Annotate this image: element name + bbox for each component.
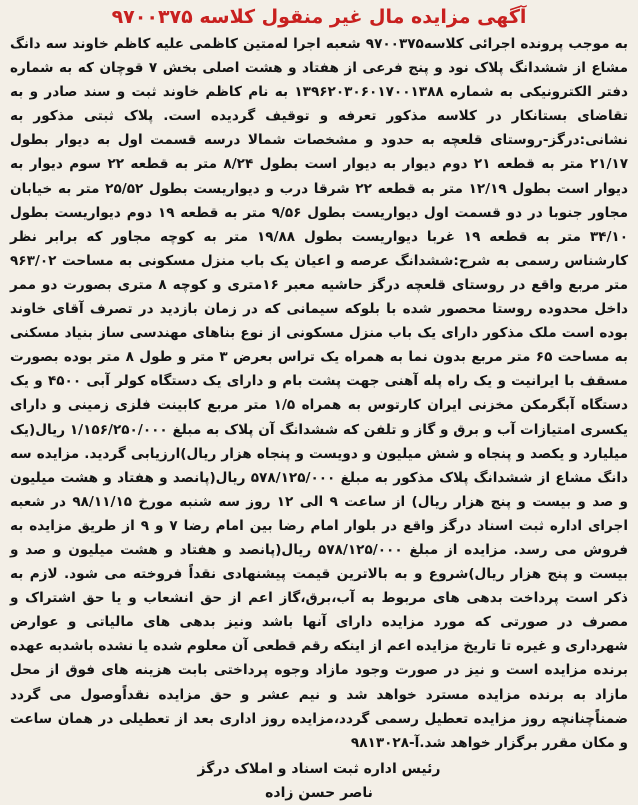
signature-block (10, 757, 628, 805)
signatory-role: رئیس اداره ثبت اسناد و املاک درگز (197, 760, 441, 777)
notice-body: به موجب پرونده اجرائی کلاسه۹۷۰۰۳۷۵ شعبه اجرا له‌متین کاظمی علیه کاظم خاوند سه دانگ مشاع از ششدانگ پلاک نود و پنج فرعی از هفتاد و هشت اصلی بخش ۷ قوچان که به شماره دفتر الکترونیکی به شماره ۱۳۹۶۲۰۳۰۶۰۱۷۰۰۱۳۸۸ به نام کاظم خاوند ثبت و سند صادر و به تقاضای بستانکار در کلاسه مذکور تعرفه و توقیف گردیده است. پلاک ثبتی مذکور به نشانی:درگز-روستای قلعچه به حدود و مشخصات شمالا درسه قسمت اول به دیوار بطول ۲۱/۱۷ متر به قطعه ۲۱ دوم دیوار به دیوار است بطول ۸/۲۴ متر به قطعه ۲۲ سوم دیوار به دیوار است بطول ۱۲/۱۹ متر به قطعه ۲۲ شرقا درب و دیواریست بطول ۲۵/۵۲ متر به خیابان مجاور جنوبا در دو قسمت اول دیواریست بطول ۹/۵۶ متر به قطعه ۱۹ دوم دیواریست بطول ۳۴/۱۰ متر به قطعه ۱۹ غربا دیواریست بطول ۱۹/۸۸ متر به کوچه مجاور که برابر نظر کارشناس رسمی به شرح:ششدانگ عرصه و اعیان یک باب منزل مسکونی به مساحت ۹۶۳/۰۲ متر مربع واقع در روستای قلعچه درگز حاشیه معبر ۱۶متری و کوچه ۸ متری بصورت دو ممر داخل محدوده روستا محصور شده با بلوکه سیمانی که در زمان بازدید در تصرف آقای خاوند بوده است ملک مذکور دارای یک باب منزل مسکونی از نوع بناهای مهندسی ساز بنیاد مسکنی به مساحت ۶۵ متر مربع بدون نما به همراه یک تراس بعرض ۳ متر و طول ۸ متر بوده بصورت مسقف با ایرانیت و یک راه پله آهنی جهت پشت بام و دارای یک دستگاه کولر آبی ۴۵۰۰ و یک دستگاه آبگرمکن مخزنی ایران کارتوس به همراه ۱/۵ متر مربع کابینت فلزی زمینی و دارای یکسری امتیازات آب و برق و گاز و تلفن که ششدانگ آن پلاک به مبلغ ۱/۱۵۶/۲۵۰/۰۰۰ ریال(یک میلیارد و یکصد و پنجاه و شش میلیون و دویست و پنجاه هزار ریال)ارزیابی گردید. مزایده سه دانگ مشاع از ششدانگ پلاک مذکور به مبلغ ۵۷۸/۱۲۵/۰۰۰ ریال(پانصد و هفتاد و هشت میلیون و صد و بیست و پنج هزار ریال) از ساعت ۹ الی ۱۲ روز سه شنبه مورخ ۹۸/۱۱/۱۵ در شعبه اجرای اداره ثبت اسناد درگز واقع در بلوار امام رضا بین امام رضا ۷ و ۹ از طریق مزایده به فروش می رسد. مزایده از مبلغ ۵۷۸/۱۲۵/۰۰۰ ریال(پانصد و هفتاد و هشت میلیون و صد و بیست و پنج هزار ریال)شروع و به بالاترین قیمت پیشنهادی نقداً فروخته می شود. لازم به ذکر است پرداخت بدهی های مربوط به آب،برق،گاز اعم از حق انشعاب و یا حق اشتراک و مصرف در صورتی که مورد مزایده دارای آنها باشد ونیز بدهی های مالیاتی و عوارض شهرداری و غیره تا تاریخ مزایده اعم از اینکه رقم قطعی آن معلوم شده یا نشده باشدبه عهده برنده مزایده است و نیز در صورت وجود مازاد وجوه پرداختی بابت هزینه های فوق از محل مازاد به برنده مزایده مسترد خواهد شد و نیم عشر و حق مزایده نقداًوصول می گردد ضمناًچنانچه روز مزایده تعطیل رسمی گردد،مزایده روز اداری بعد از تعطیلی در همان ساعت و مکان مقرر برگزار خواهد شد.آ-۹۸۱۳۰۲۸ (10, 36, 629, 751)
notice-title: آگهی مزایده مال غیر منقول کلاسه ۹۷۰۰۳۷۵ (111, 6, 527, 28)
signatory-name: ناصر حسن زاده (265, 784, 373, 801)
